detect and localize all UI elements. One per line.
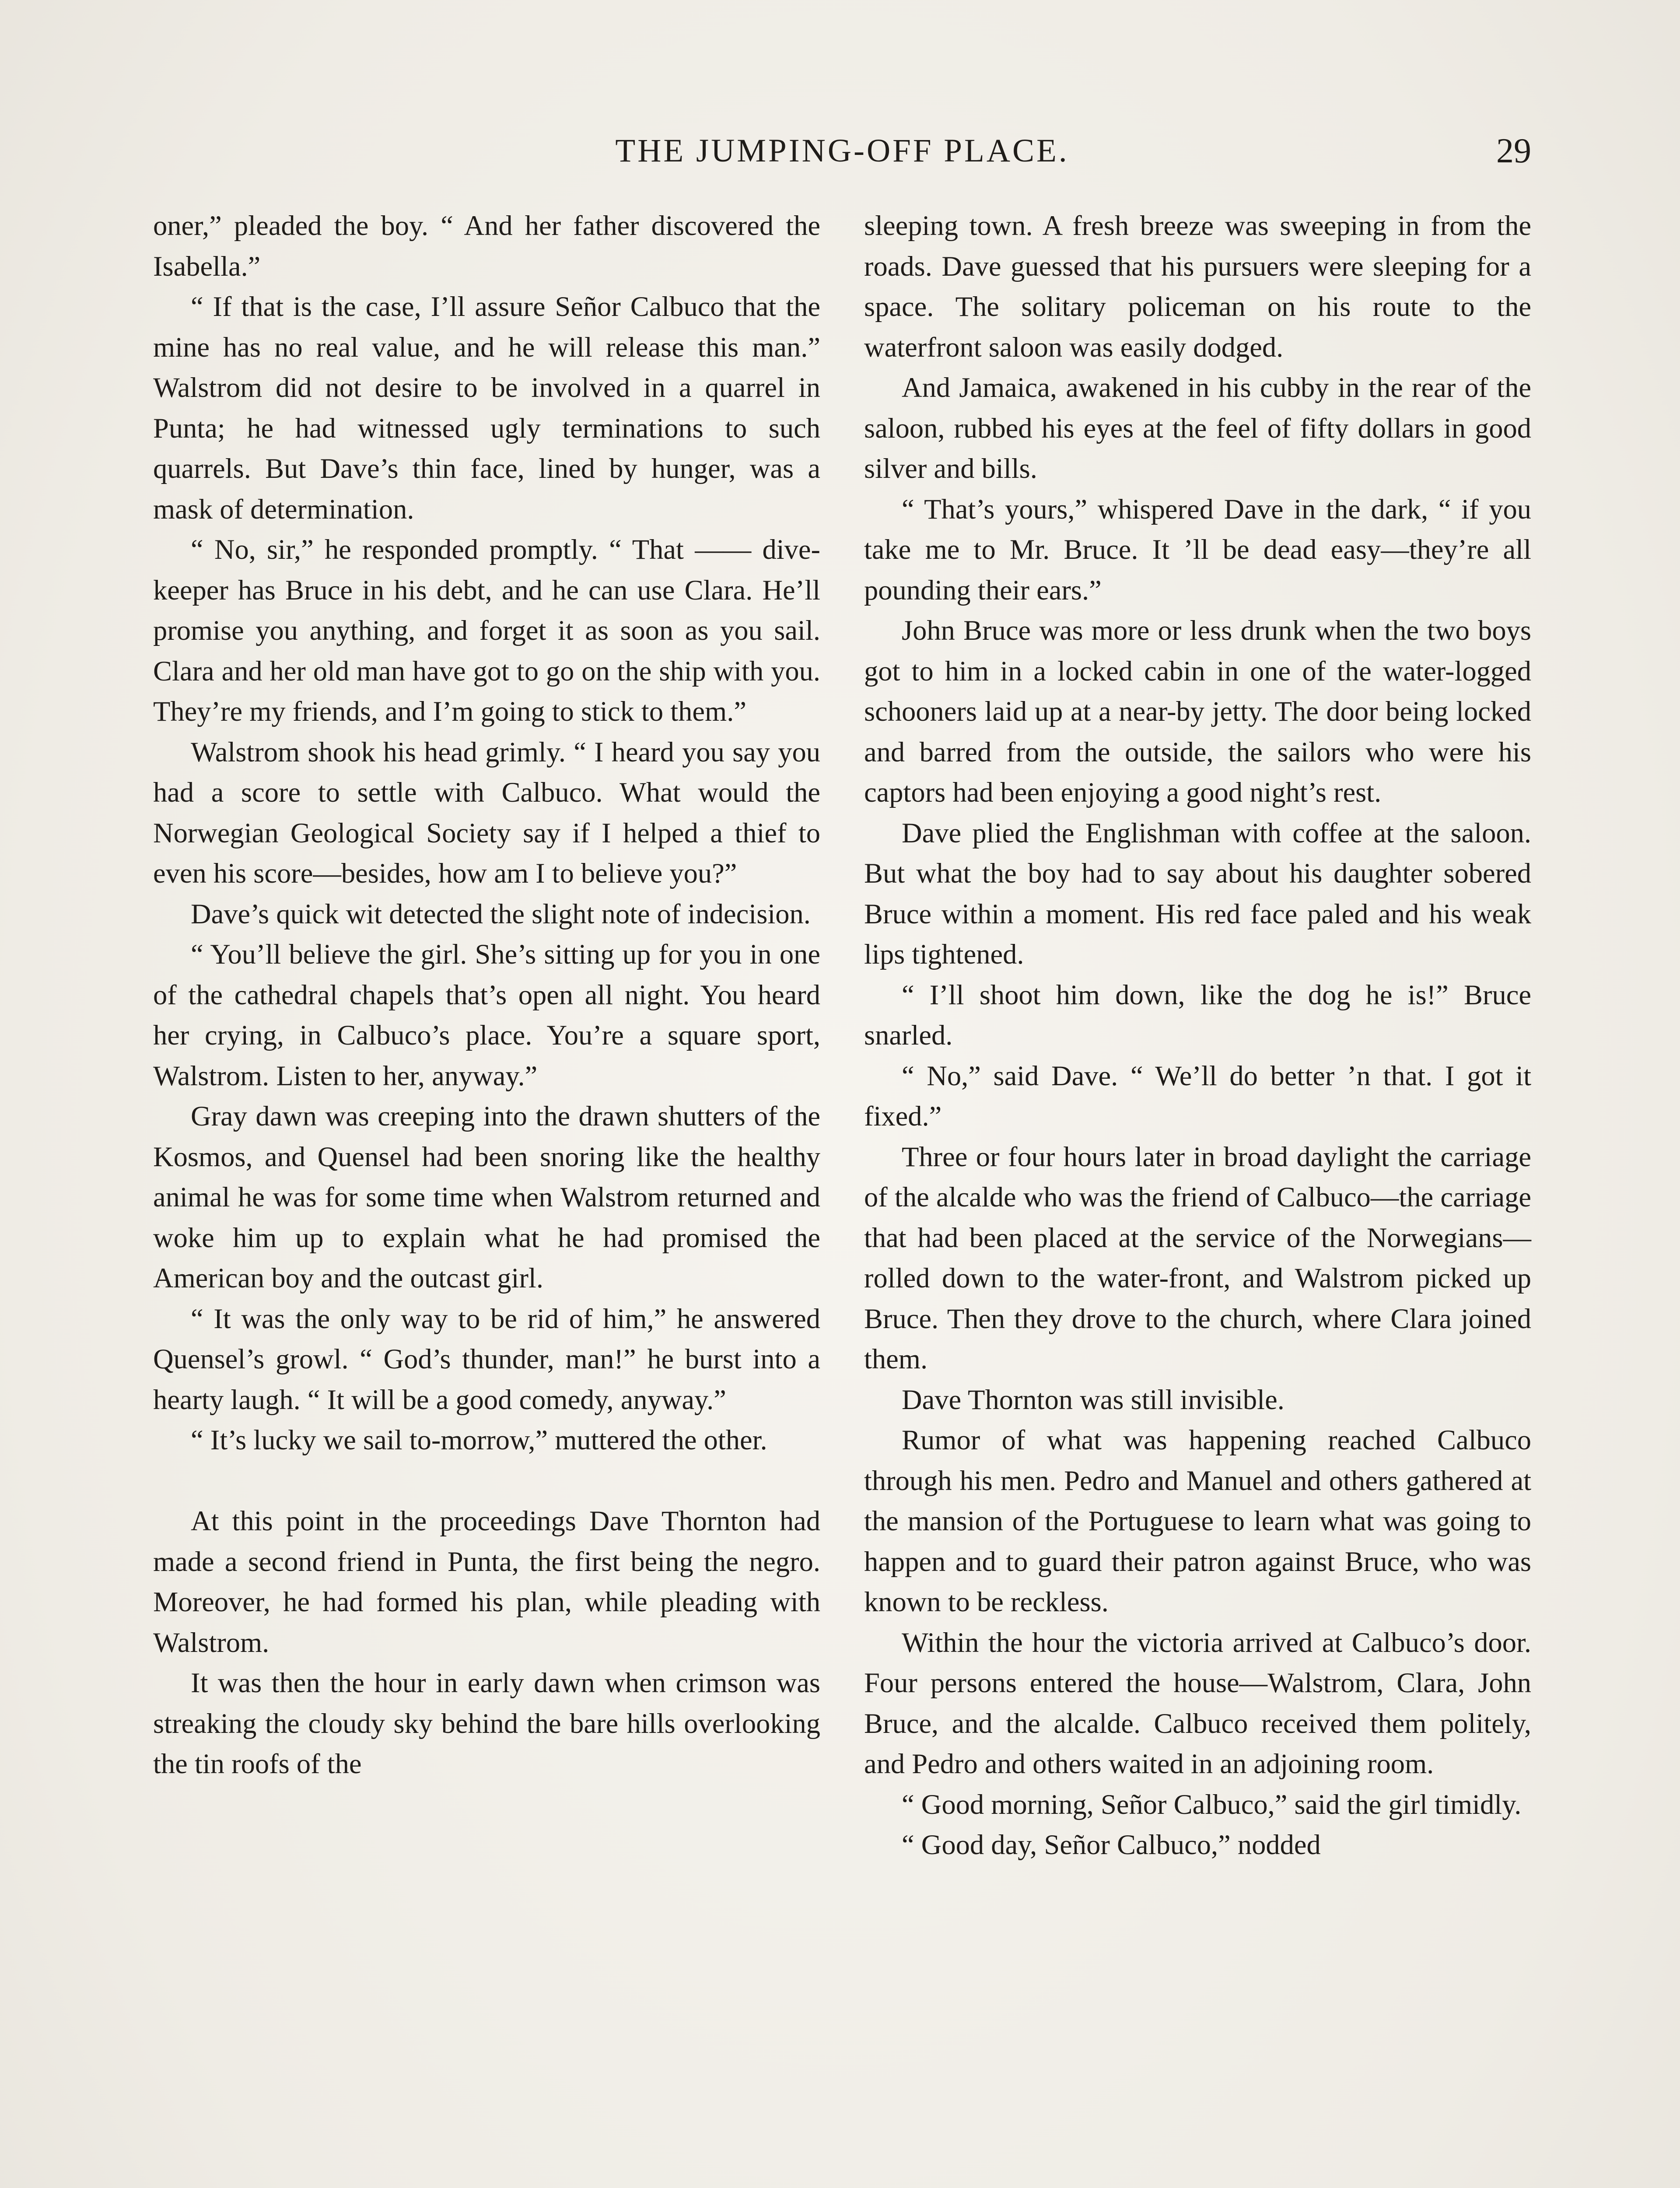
paragraph: “ You’ll believe the girl. She’s sitting up for you in one of the cathedral chapels that’s open all night. You heard her crying, in Calbuco’s place. You’re a square sport, Walstrom. Listen to her, anyway.” — [153, 939, 820, 1091]
left-text-column — [153, 206, 820, 1785]
paragraph: Three or four hours later in broad daylight the carriage of the alcalde who was the friend of Calbuco—the carriage that had been placed at the service of the Norwegians—rolled down to the water-front, and Walstrom picked up Bruce. Then they drove to the church, where Clara joined them. — [864, 1141, 1531, 1375]
paragraph: “ That’s yours,” whispered Dave in the dark, “ if you take me to Mr. Bruce. It ’ll be dead easy—they’re all pounding their ears.” — [864, 493, 1531, 606]
page-number: 29 — [1496, 132, 1531, 170]
paragraph: “ If that is the case, I’ll assure Señor Calbuco that the mine has no real value, and he will release this man.” Walstrom did not desire to be involved in a quarrel in Punta; he had witnessed ugly terminations to such quarrels. But Dave’s thin face, lined by hunger, was a mask of determination. — [153, 291, 820, 525]
paragraph: Gray dawn was creeping into the drawn shutters of the Kosmos, and Quensel had been snoring like the healthy animal he was for some time when Walstrom returned and woke him up to explain what he had promised the American boy and the outcast girl. — [153, 1101, 820, 1294]
paragraph: “ Good day, Señor Calbuco,” nodded — [902, 1829, 1321, 1860]
paragraph: At this point in the proceedings Dave Thornton had made a second friend in Punta, the first being the negro. Moreover, he had formed his plan, while pleading with Walstrom. — [153, 1505, 820, 1658]
paragraph: It was then the hour in early dawn when crimson was streaking the cloudy sky behind the bare hills overlooking the tin roofs of the — [153, 1667, 820, 1779]
paragraph: Dave Thornton was still invisible. — [902, 1384, 1284, 1415]
paragraph: sleeping town. A fresh breeze was sweeping in from the roads. Dave guessed that his pursuers were sleeping for a space. The solitary policeman on his route to the waterfront saloon was easily dodged. — [864, 210, 1531, 363]
paragraph: “ Good morning, Señor Calbuco,” said the girl timidly. — [902, 1788, 1522, 1820]
paragraph: “ It was the only way to be rid of him,” he answered Quensel’s growl. “ God’s thunder, man!” he burst into a hearty laugh. “ It will be a good comedy, anyway.” — [153, 1303, 820, 1415]
paragraph: “ No, sir,” he responded promptly. “ That —— dive-keeper has Bruce in his debt, and he can use Clara. He’ll promise you anything, and forget it as soon as you sail. Clara and her old man have got to go on the ship with you. They’re my friends, and I’m going to stick to them.” — [153, 534, 820, 727]
right-text-column — [864, 206, 1531, 1865]
paragraph: Dave’s quick wit detected the slight note of indecision. — [191, 898, 811, 929]
paragraph: Within the hour the victoria arrived at Calbuco’s door. Four persons entered the house—Walstrom, Clara, John Bruce, and the alcalde. Calbuco received them politely, and Pedro and others waited in an adjoining room. — [864, 1627, 1531, 1779]
paragraph: John Bruce was more or less drunk when the two boys got to him in a locked cabin in one of the water-logged schooners laid up at a near-by jetty. The door being locked and barred from the outside, the sailors who were his captors had been enjoying a good night’s rest. — [864, 615, 1531, 808]
paragraph: “ No,” said Dave. “ We’ll do better ’n that. I got it fixed.” — [864, 1060, 1531, 1132]
paragraph: Walstrom shook his head grimly. “ I heard you say you had a score to settle with Calbuco. What would the Norwegian Geological Society say if I helped a thief to even his score—besides, how am I to believe you?” — [153, 736, 820, 889]
paragraph: And Jamaica, awakened in his cubby in the rear of the saloon, rubbed his eyes at the feel of fifty dollars in good silver and bills. — [864, 372, 1531, 484]
page-header — [153, 127, 1531, 175]
paragraph: Dave plied the Englishman with coffee at the saloon. But what the boy had to say about his daughter sobered Bruce within a moment. His red face paled and his weak lips tightened. — [864, 817, 1531, 970]
running-title: THE JUMPING-OFF PLACE. — [615, 133, 1069, 169]
paragraph: oner,” pleaded the boy. “ And her father discovered the Isabella.” — [153, 210, 820, 282]
paragraph: Rumor of what was happening reached Calbuco through his men. Pedro and Manuel and others gathered at the mansion of the Portuguese to learn what was going to happen and to guard their patron against Bruce, who was known to be reckless. — [864, 1424, 1531, 1617]
paragraph: “ I’ll shoot him down, like the dog he is!” Bruce snarled. — [864, 979, 1531, 1051]
paragraph: “ It’s lucky we sail to-morrow,” muttered the other. — [191, 1424, 767, 1455]
